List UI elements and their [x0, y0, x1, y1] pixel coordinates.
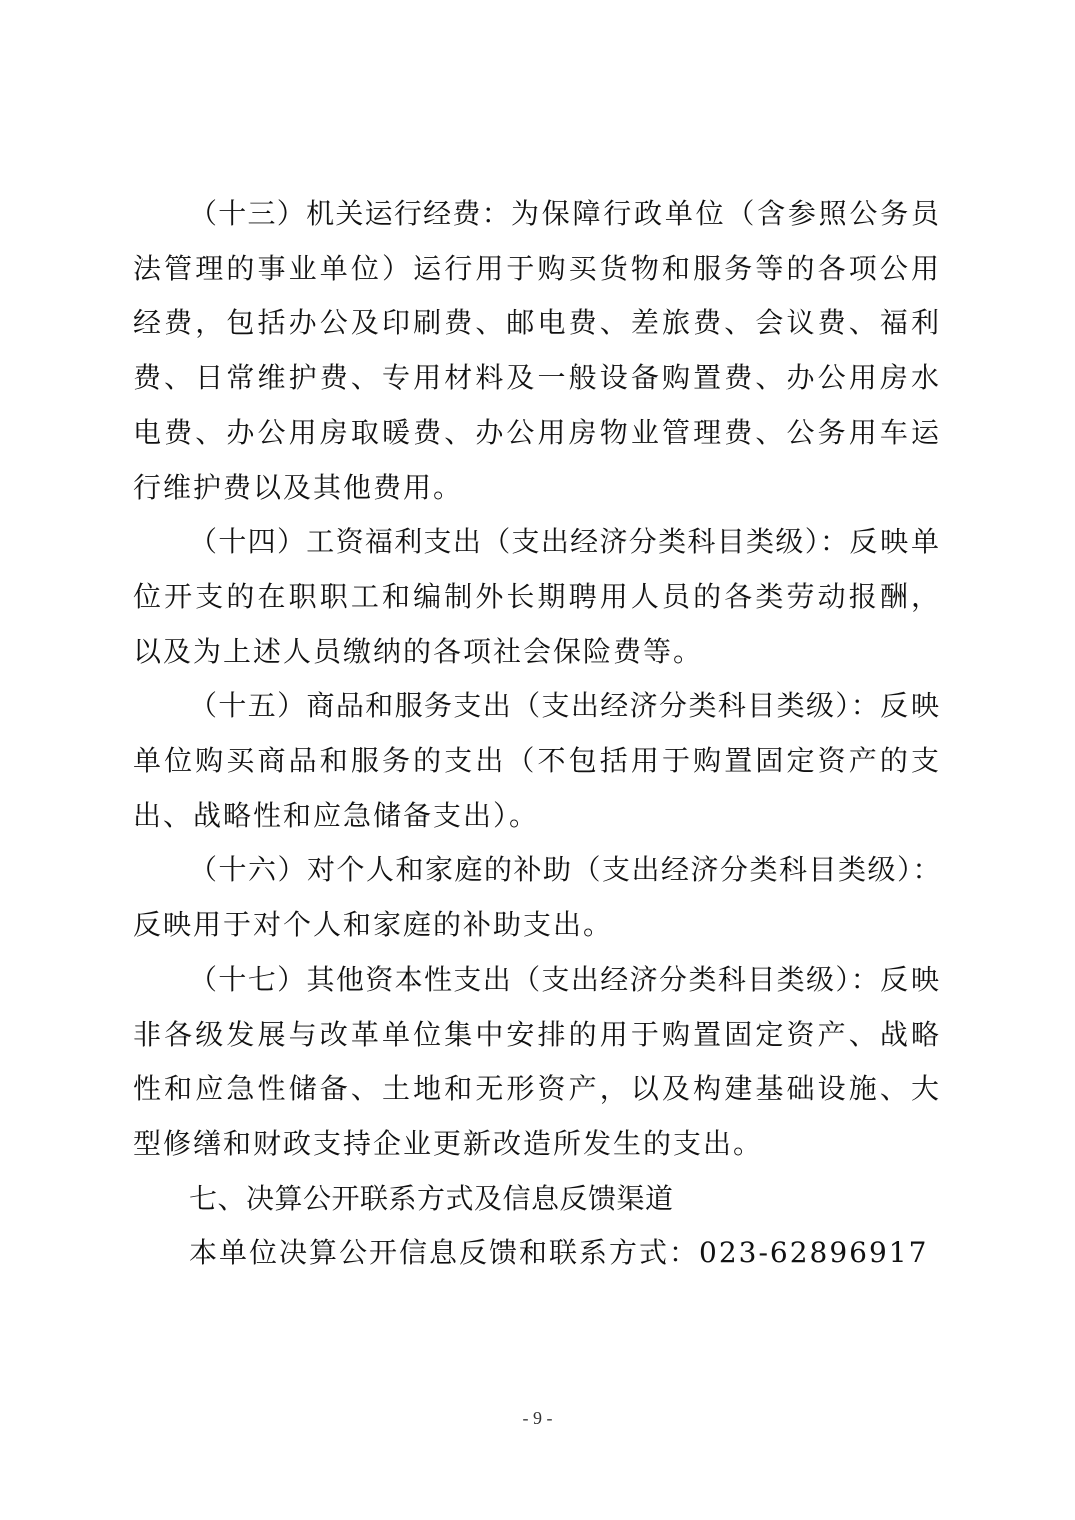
definition-17: 反映非各级发展与改革单位集中安排的用于购置固定资产、战略性和应急性储备、土地和无形资产，以及构建基础设施、大型修缮和财政支持企业更新改造所发生的支出。 [133, 962, 941, 1160]
term-14: （十四）工资福利支出（支出经济分类科目类级）： [189, 525, 850, 559]
definition-16: 反映用于对个人和家庭的补助支出。 [133, 908, 614, 942]
contact-line: 本单位决算公开信息反馈和联系方式：023-62896917 [189, 1236, 929, 1270]
paragraph-15 [133, 679, 941, 843]
paragraph-14 [133, 515, 941, 679]
term-17: （十七）其他资本性支出（支出经济分类科目类级）： [189, 962, 881, 996]
document-body [133, 187, 941, 1281]
definition-14: 反映单位开支的在职职工和编制外长期聘用人员的各类劳动报酬，以及为上述人员缴纳的各项社会保险费等。 [133, 525, 941, 668]
term-13: （十三）机关运行经费： [189, 197, 511, 230]
term-16: （十六）对个人和家庭的补助（支出经济分类科目类级）： [189, 853, 941, 887]
term-15: （十五）商品和服务支出（支出经济分类科目类级）： [189, 689, 881, 723]
section-heading: 七、决算公开联系方式及信息反馈渠道 [189, 1181, 674, 1215]
paragraph-13 [133, 187, 941, 515]
definition-15: 反映单位购买商品和服务的支出（不包括用于购置固定资产的支出、战略性和应急储备支出）。 [133, 689, 941, 832]
paragraph-17 [133, 953, 941, 1172]
definition-13: 为保障行政单位（含参照公务员法管理的事业单位）运行用于购买货物和服务等的各项公用经费，包括办公及印刷费、邮电费、差旅费、会议费、福利费、日常维护费、专用材料及一般设备购置费、办公用房水电费、办公用房取暖费、办公用房物业管理费、公务用车运行维护费以及其他费用。 [133, 197, 941, 504]
page-number: - 9 - [522, 1408, 553, 1428]
paragraph-16 [133, 843, 941, 952]
